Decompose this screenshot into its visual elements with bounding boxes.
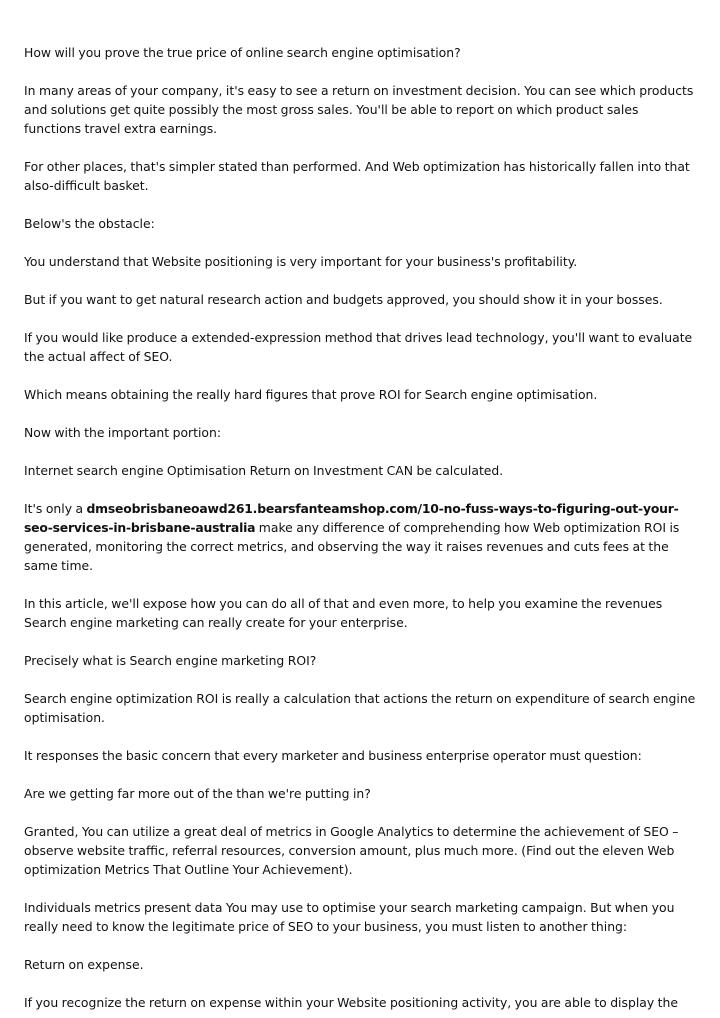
- paragraph-8: Which means obtaining the really hard figures that prove ROI for Search engine optimisation.: [24, 387, 598, 402]
- link-paragraph-before: It's only a: [24, 501, 87, 516]
- paragraph-1: How will you prove the true price of online search engine optimisation?: [24, 45, 461, 60]
- paragraph-20: If you recognize the return on expense within your Website positioning activity, you are able to display the: [24, 995, 678, 1010]
- paragraph-7: If you would like produce a extended-expression method that drives lead technology, you'll want to evaluate the actual affect of SEO.: [24, 330, 693, 364]
- paragraph-19: Return on expense.: [24, 957, 144, 972]
- link-paragraph: [24, 499, 696, 575]
- paragraph-15: It responses the basic concern that every marketer and business enterprise operator must question:: [24, 748, 642, 763]
- paragraph-12: In this article, we'll expose how you can do all of that and even more, to help you examine the revenues Search engine marketing can really create for your enterprise.: [24, 596, 663, 630]
- article-link[interactable]: dmseobrisbaneoawd261.bearsfanteamshop.com/10-no-fuss-ways-to-figuring-out-your-seo-services-in-brisbane-australia: [24, 501, 679, 535]
- paragraph-13: Precisely what is Search engine marketing ROI?: [24, 653, 317, 668]
- paragraph-9: Now with the important portion:: [24, 425, 222, 440]
- link-paragraph-after: make any difference of comprehending how Web optimization ROI is generated, monitoring the correct metrics, and observing the way it raises revenues and cuts fees at the same time.: [24, 520, 680, 573]
- paragraph-2: In many areas of your company, it's easy to see a return on investment decision. You can see which products and solutions get quite possibly the most gross sales. You'll be able to report on which product sales functions travel extra earnings.: [24, 83, 694, 136]
- paragraph-16: Are we getting far more out of the than we're putting in?: [24, 786, 371, 801]
- paragraph-4: Below's the obstacle:: [24, 216, 155, 231]
- paragraph-5: You understand that Website positioning is very important for your business's profitability.: [24, 254, 578, 269]
- paragraph-6: But if you want to get natural research action and budgets approved, you should show it in your bosses.: [24, 292, 663, 307]
- paragraph-10: Internet search engine Optimisation Return on Investment CAN be calculated.: [24, 463, 504, 478]
- paragraph-14: Search engine optimization ROI is really a calculation that actions the return on expenditure of search engine optimisation.: [24, 691, 696, 725]
- paragraph-18: Individuals metrics present data You may use to optimise your search marketing campaign. But when you really need to know the legitimate price of SEO to your business, you must listen to another thing:: [24, 900, 675, 934]
- paragraph-17: Granted, You can utilize a great deal of metrics in Google Analytics to determine the achievement of SEO – observe website traffic, referral resources, conversion amount, plus much more. (Find out the eleven Web optimization Metrics That Outline Your Achievement).: [24, 824, 679, 877]
- paragraph-3: For other places, that's simpler stated than performed. And Web optimization has historically fallen into that also-difficult basket.: [24, 159, 690, 193]
